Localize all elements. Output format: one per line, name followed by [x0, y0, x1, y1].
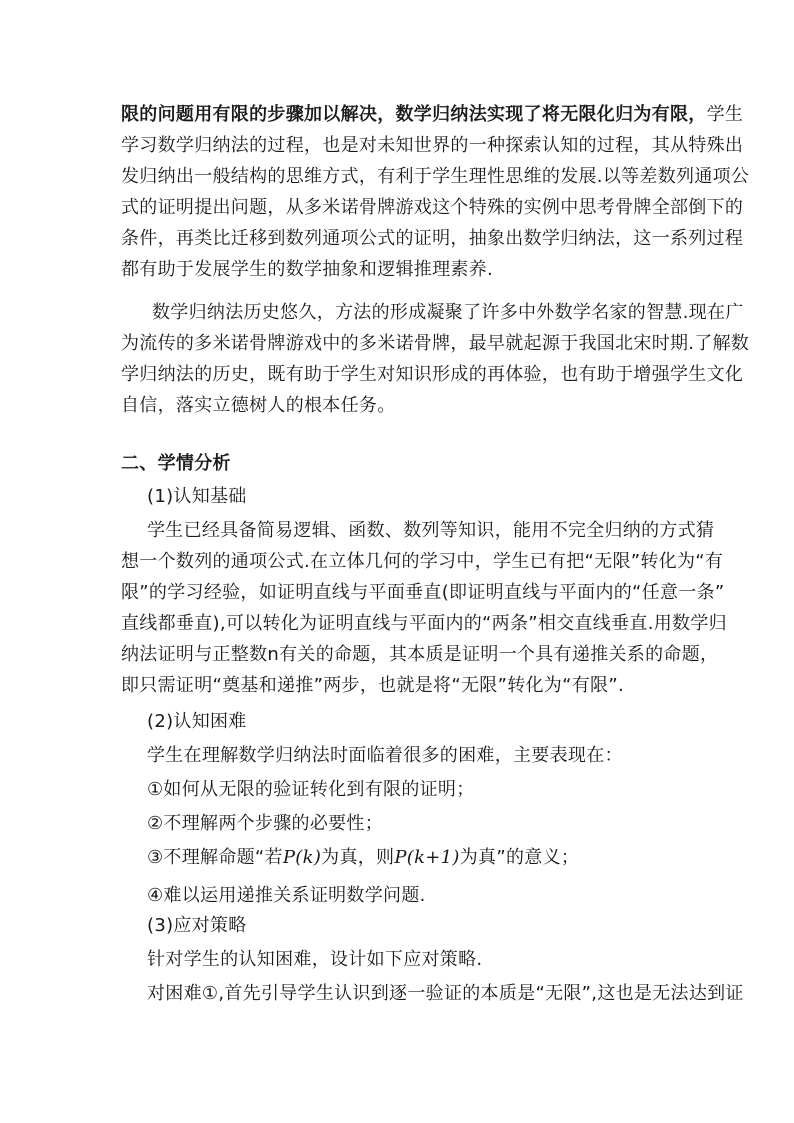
paragraph-1-line-6: 都有助于发展学生的数学抽象和逻辑推理素养. — [121, 259, 494, 280]
text-span: ③不理解命题“若 — [147, 847, 283, 868]
text-span: 学生 — [706, 104, 744, 125]
paragraph-1-line-3: 发归纳出一般结构的思维方式，有利于学生理性思维的发展.以等差数列通项公 — [121, 166, 750, 187]
math-formula-pk1: P(k+1) — [394, 847, 460, 868]
text-span: 为真”的意义； — [459, 847, 580, 868]
difficulty-item-4: ④难以运用递推关系证明数学问题. — [147, 885, 426, 906]
paragraph-3-line-2: 想一个数列的通项公式.在立体几何的学习中，学生已有把“无限”转化为“有 — [121, 551, 724, 572]
difficulty-item-1: ①如何从无限的验证转化到有限的证明； — [147, 779, 475, 800]
bold-phrase: 限的问题用有限的步骤加以解决，数学归纳法实现了将无限化归为有限， — [121, 104, 707, 125]
paragraph-2-line-1: 数学归纳法历史悠久，方法的形成凝聚了许多中外数学名家的智慧.现在广 — [152, 302, 744, 323]
section-heading: 二、学情分析 — [121, 453, 231, 474]
paragraph-2-line-3: 学归纳法的历史，既有助于学生对知识形成的再体验，也有助于增强学生文化 — [121, 364, 744, 385]
difficulty-item-3 — [147, 846, 682, 870]
paragraph-3-line-4: 直线都垂直),可以转化为证明直线与平面内的“两条”相交直线垂直.用数学归 — [121, 613, 727, 634]
subheading-cognitive-difficulty: (2)认知困难 — [147, 711, 247, 732]
paragraph-1-line-1 — [121, 103, 744, 127]
math-formula-pk: P(k) — [282, 847, 322, 868]
paragraph-6: 对困难①,首先引导学生认识到逐一验证的本质是“无限”,这也是无法达到证 — [147, 983, 744, 1004]
paragraph-5: 针对学生的认知困难，设计如下应对策略. — [147, 949, 483, 970]
paragraph-3-line-3: 限”的学习经验，如证明直线与平面垂直(即证明直线与平面内的“任意一条” — [121, 582, 725, 603]
paragraph-3-line-5: 纳法证明与正整数n有关的命题，其本质是证明一个具有递推关系的命题， — [121, 644, 719, 665]
paragraph-3-line-6: 即只需证明“奠基和递推”两步，也就是将“无限”转化为“有限”. — [121, 675, 624, 696]
paragraph-1-line-2: 学习数学归纳法的过程，也是对未知世界的一种探索认知的过程，其从特殊出 — [121, 135, 744, 156]
paragraph-1-line-4: 式的证明提出问题，从多米诺骨牌游戏这个特殊的实例中思考骨牌全部倒下的 — [121, 197, 744, 218]
paragraph-1-line-5: 条件，再类比迁移到数列通项公式的证明，抽象出数学归纳法，这一系列过程 — [121, 228, 744, 249]
paragraph-2-line-2: 为流传的多米诺骨牌游戏中的多米诺骨牌，最早就起源于我国北宋时期.了解数 — [121, 333, 750, 354]
text-span: 为真，则 — [321, 847, 395, 868]
paragraph-3-line-1: 学生已经具备简易逻辑、函数、数列等知识，能用不完全归纳的方式猜 — [147, 520, 715, 541]
paragraph-4: 学生在理解数学归纳法时面临着很多的困难，主要表现在： — [147, 745, 623, 766]
subheading-strategy: (3)应对策略 — [147, 915, 247, 936]
paragraph-2-line-4: 自信，落实立德树人的根本任务。 — [121, 395, 396, 416]
subheading-cognitive-basis: (1)认知基础 — [147, 486, 247, 507]
difficulty-item-2: ②不理解两个步骤的必要性； — [147, 813, 384, 834]
